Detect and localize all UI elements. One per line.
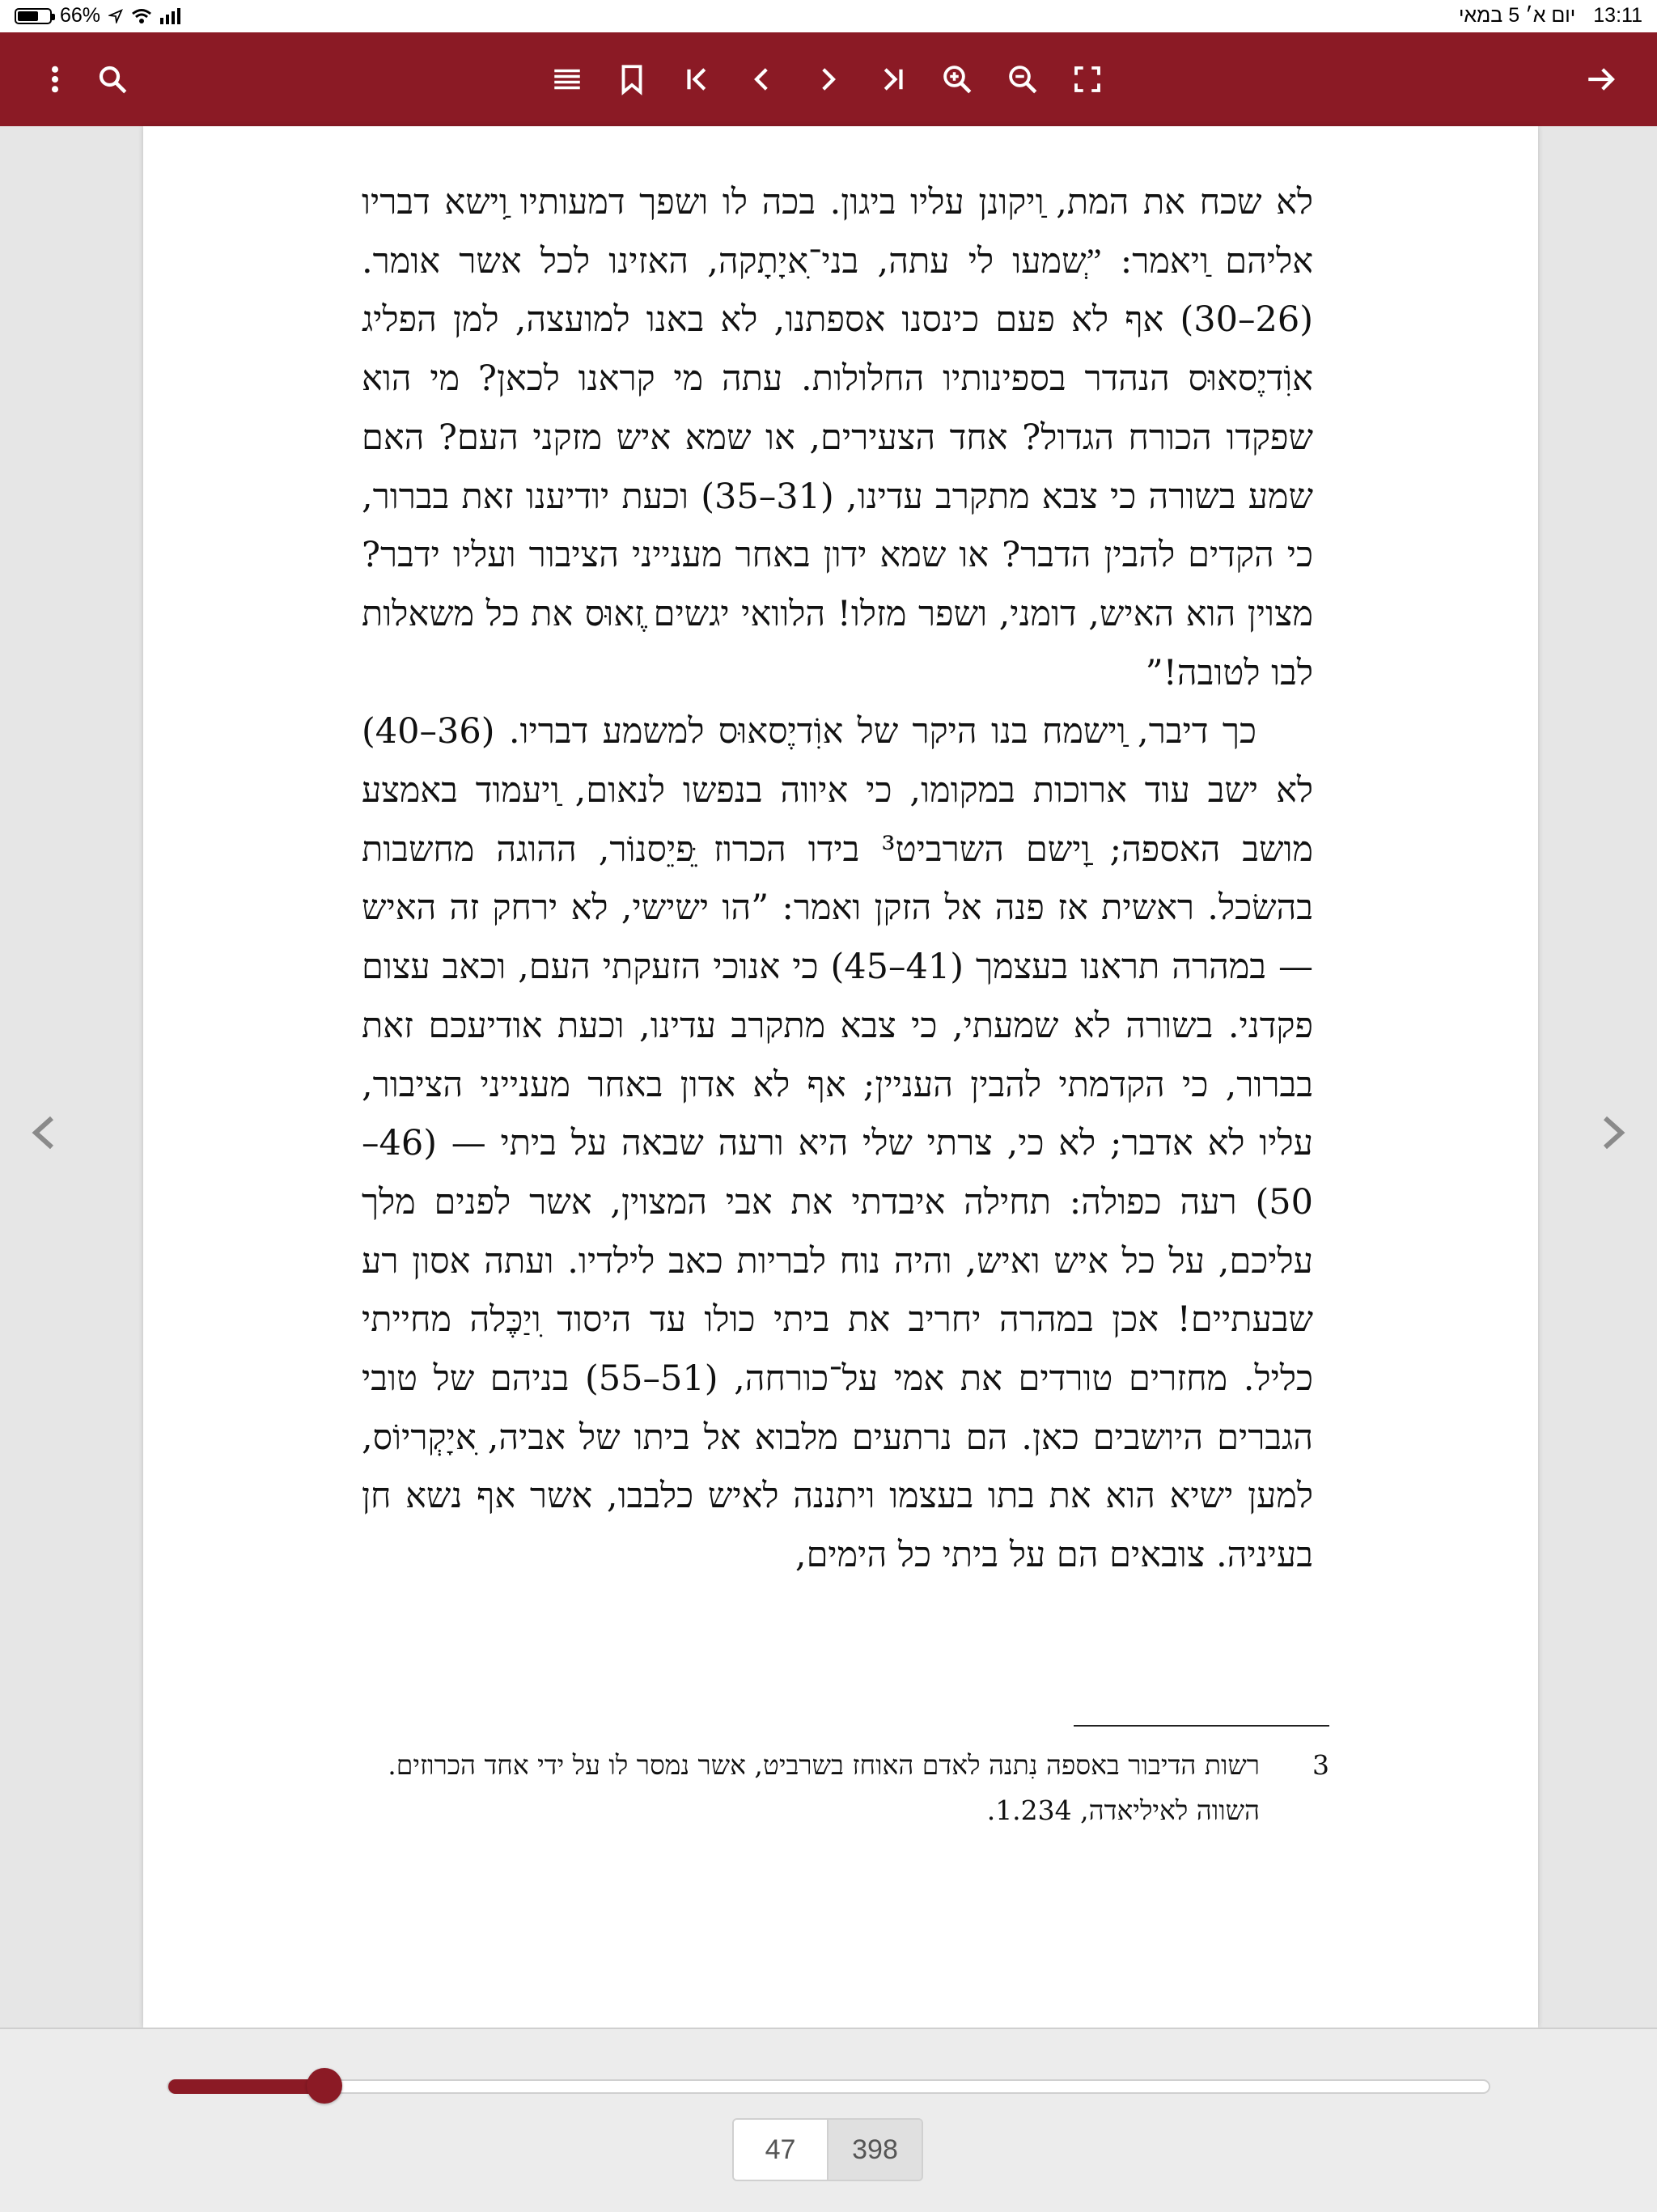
first-page-icon[interactable] — [668, 50, 727, 108]
bookmark-icon[interactable] — [603, 50, 661, 108]
page-slider[interactable] — [167, 2079, 1490, 2094]
fullscreen-icon[interactable] — [1058, 50, 1117, 108]
back-arrow-icon[interactable] — [1572, 50, 1630, 108]
status-time: 13:11 — [1593, 4, 1642, 27]
status-date: יום א׳ 5 במאי — [1458, 4, 1576, 27]
status-bar-left — [15, 4, 180, 28]
status-bar — [0, 0, 1657, 32]
bottom-bar — [0, 2028, 1657, 2212]
table-of-contents-icon[interactable] — [538, 50, 596, 108]
signal-icon — [160, 8, 180, 24]
more-vert-icon[interactable] — [26, 50, 84, 108]
footnote-number: 3 — [1312, 1749, 1329, 1781]
paragraph: כך דיבר, ַוישמח בנו היקר של אוִֹדיֶסאוּס למשמע דבריו. (36–40) לא ישב עוד ארוכות במקומו, כי איווה בנפשו לנאום, ַויעמוד באמצע מושב האספה; ַוָישם השרביט³ בידו הכרוז ֵּפיֵסנוֹר, ההוגה מחשבות בהשׂכל. ראשית אז פנה אל הזקן ואמר: ”הו ישישי, לא ירחק זה האיש — במהרה תראנו בעצמך (41–45) כי אנוכי הזעקתי העם, וכאב עצום פקדני. בשורה לא שמעתי, כי צבא מתקרב עדינו, וכעת אודיעכם זאת בברור, כי הקדמתי להבין העניין; אף לא אדון באחר מענייני הציבור, עליו לא אדבר; לא כי, צרתי שלי היא ורעה שבאה על ביתי — (46–50) רעה כפולה: תחילה איבדתי את אבי המצוין, אשר לפנים מלך עליכם, על כל איש ואיש, והיה נוח לבריות כאב לילדיו. ועתה אסון רע שבעתיים! אכן במהרה יחריב את ביתי כולו עד היסוד ִויַכֶּלה מחייתי כליל. מחזרים טורדים את אמי על־כורחה, (51–55) בניהם של טובי הגברים היושבים כאן. הם נרתעים מלבוא אל ביתו של אביה, ִאיָקְריוֹס, למען ישיא הוא את בתו בעצמו ויתננה לאיש כלבבו, אשר אף נשא חן בעיניה. צובאים הם על ביתי כל הימים, — [362, 711, 1313, 1576]
slider-thumb[interactable] — [307, 2068, 342, 2104]
battery-icon — [15, 8, 52, 24]
chevron-right-icon[interactable] — [1589, 1108, 1638, 1157]
paragraph: לא שכח את המת, ַויקונן עליו ביגון. בכה לו ושפך דמעותיו ַוִישא דבריו אליהם ַויאמר: ”ְשמעו לי עתה, בני־ִאיָתָקה, האזינו לכל אשר אומר. (26–30) אף לא פעם כינסנו אספתנו, לא באנו למועצה, למן הפליג אוִֹדיֶסאוּס הנהדר בספינותיו החלולות. עתה מי קראנו לכאן? מי הוא שפקדו הכורח הגדול? אחד הצעירים, או שמא איש מזקני העם? האם שמע בשורה כי צבא מתקרב עדינו, (31–35) וכעת יודיענו זאת בברור, כי הקדים להבין הדבר? או שמא ידון באחר מענייני הציבור ועליו ידבר? מצוין הוא האיש, דומני, ושפר מזלו! הלוואי יגשים ֶזאוּס את כל משאלות לבו לטובה!” — [362, 182, 1313, 693]
footnote — [362, 1743, 1329, 1833]
status-bar-right — [1459, 4, 1642, 28]
slider-fill — [168, 2079, 324, 2094]
next-page-icon[interactable] — [799, 50, 857, 108]
footnote-divider — [1074, 1725, 1329, 1727]
footnote-text: רשות הדיבור באספה נִתנה לאדם האוחז בשרביט, אשר נמסר לו על ידי אחד הכרוזים. השווה לאיליאדה, 1.234. — [388, 1749, 1260, 1826]
page-text — [362, 173, 1313, 1585]
zoom-out-icon[interactable] — [994, 50, 1052, 108]
last-page-icon[interactable] — [863, 50, 922, 108]
current-page-input[interactable]: 47 — [734, 2120, 827, 2180]
search-icon[interactable] — [83, 50, 142, 108]
top-toolbar — [0, 32, 1657, 126]
book-page — [143, 126, 1538, 2028]
location-arrow-icon — [108, 9, 123, 23]
previous-page-icon[interactable] — [733, 50, 791, 108]
zoom-in-icon[interactable] — [928, 50, 986, 108]
chevron-left-icon[interactable] — [19, 1108, 68, 1157]
battery-percent: 66% — [60, 4, 101, 27]
wifi-icon — [131, 8, 152, 24]
page-indicator — [732, 2118, 923, 2181]
total-pages: 398 — [827, 2120, 922, 2180]
